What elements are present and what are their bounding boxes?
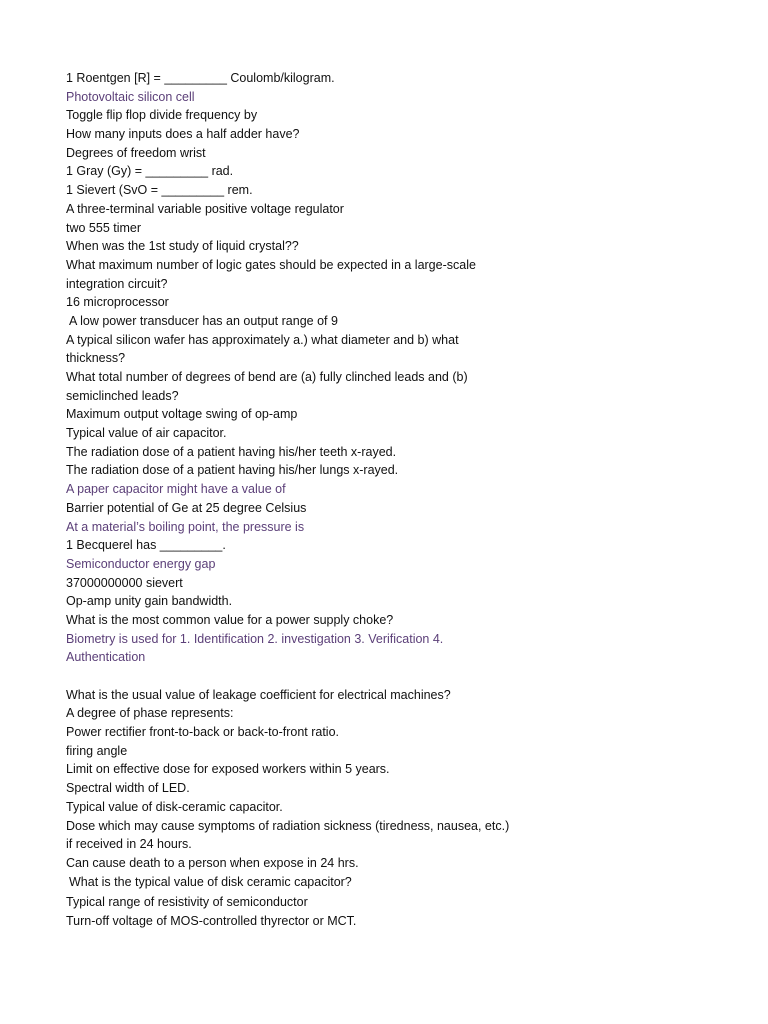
text-line: The radiation dose of a patient having his/her teeth x-rayed.: [66, 444, 397, 459]
text-line: 37000000000 sievert: [66, 575, 183, 590]
text-line: semiclinched leads?: [66, 388, 179, 403]
text-line: Limit on effective dose for exposed workers within 5 years.: [66, 762, 390, 777]
text-line: What is the usual value of leakage coefficient for electrical machines?: [66, 687, 451, 702]
text-line: 1 Becquerel has _________.: [66, 538, 226, 553]
blank-line: [66, 667, 728, 686]
text-line: thickness?: [66, 351, 126, 366]
text-line: What maximum number of logic gates should be expected in a large-scale: [66, 257, 476, 272]
text-line: Op-amp unity gain bandwidth.: [66, 594, 233, 609]
text-line: 1 Roentgen [R] = _________ Coulomb/kilogram.: [66, 71, 335, 85]
text-line: A low power transducer has an output range of 9: [69, 313, 338, 328]
text-line: integration circuit?: [66, 276, 168, 291]
text-line: What is the typical value of disk ceramic capacitor?: [69, 874, 352, 889]
text-line: What is the most common value for a power supply choke?: [66, 612, 394, 627]
text-line: Toggle flip flop divide frequency by: [66, 108, 258, 123]
text-line: The radiation dose of a patient having his/her lungs x-rayed.: [66, 463, 399, 478]
text-line: How many inputs does a half adder have?: [66, 127, 300, 142]
text-line: A three-terminal variable positive voltage regulator: [66, 201, 344, 216]
text-line: Photovoltaic silicon cell: [66, 89, 195, 104]
text-line: Degrees of freedom wrist: [66, 145, 206, 160]
text-line: 16 microprocessor: [66, 295, 169, 310]
text-line: two 555 timer: [66, 220, 142, 235]
text-line: When was the 1st study of liquid crystal??: [66, 239, 299, 254]
text-line: Dose which may cause symptoms of radiation sickness (tiredness, nausea, etc.): [66, 818, 510, 833]
text-line: What total number of degrees of bend are (a) fully clinched leads and (b): [66, 370, 468, 384]
text-line: 1 Sievert (SvO = _________ rem.: [66, 183, 253, 198]
text-line: Authentication: [66, 650, 146, 665]
text-line: Typical value of disk-ceramic capacitor.: [66, 799, 283, 814]
text-line: Typical value of air capacitor.: [66, 426, 227, 441]
text-line: Semiconductor energy gap: [66, 556, 216, 571]
text-line: firing angle: [66, 743, 128, 758]
text-line: A degree of phase represents:: [66, 706, 234, 721]
text-line: Can cause death to a person when expose in 24 hrs.: [66, 855, 359, 870]
text-line: A paper capacitor might have a value of: [66, 482, 286, 497]
text-line: Turn-off voltage of MOS-controlled thyrector or MCT.: [66, 913, 357, 928]
text-line: Maximum output voltage swing of op-amp: [66, 407, 298, 422]
text-line: Barrier potential of Ge at 25 degree Celsius: [66, 500, 307, 515]
text-line: Power rectifier front-to-back or back-to-front ratio.: [66, 725, 340, 740]
text-line: A typical silicon wafer has approximately a.) what diameter and b) what: [66, 332, 459, 347]
text-line: Spectral width of LED.: [66, 781, 190, 796]
text-line: At a material’s boiling point, the pressure is: [66, 519, 305, 534]
text-line: Typical range of resistivity of semiconductor: [66, 895, 308, 910]
text-line: Biometry is used for 1. Identification 2. investigation 3. Verification 4.: [66, 631, 444, 646]
text-line: 1 Gray (Gy) = _________ rad.: [66, 164, 234, 179]
text-line: if received in 24 hours.: [66, 837, 192, 852]
